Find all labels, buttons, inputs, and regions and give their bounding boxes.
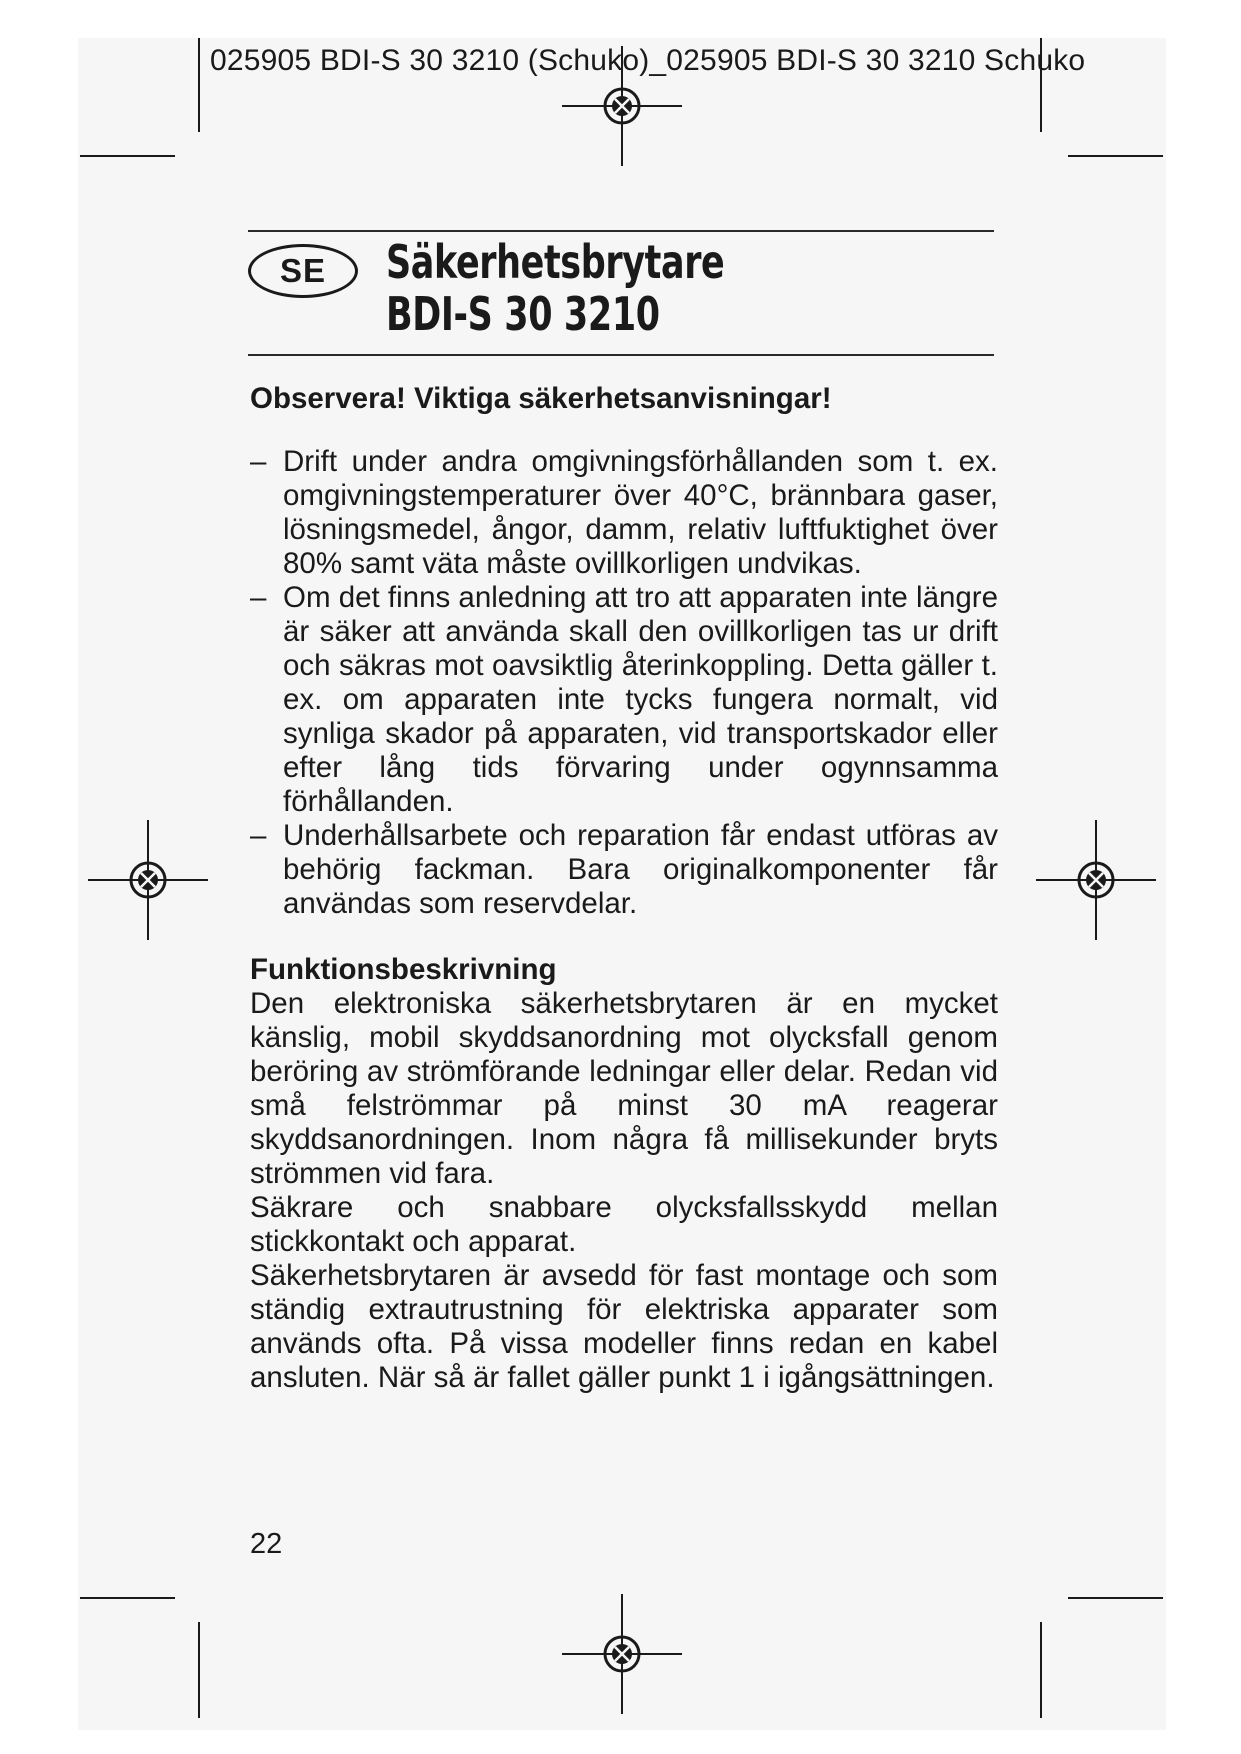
- crop-mark-bottom-right-horizontal: [1068, 1597, 1163, 1599]
- registration-mark-icon: [562, 1594, 682, 1714]
- paragraph: Säkrare och snabbare olycksfallsskydd mellan stickkontakt och apparat.: [250, 1191, 998, 1258]
- list-item: – Underhållsarbete och reparation får endast utföras av behörig fackman. Bara originalkomponenter får användas som reservdelar.: [250, 819, 998, 920]
- crop-mark-bottom-left-vertical: [198, 1622, 200, 1718]
- function-body: [250, 987, 998, 1395]
- function-heading: Funktionsbeskrivning: [250, 953, 557, 986]
- title-rule-bottom: [248, 354, 994, 356]
- paragraph: Den elektroniska säkerhetsbrytaren är en mycket känslig, mobil skyddsanordning mot olycksfall genom beröring av strömförande ledningar eller delar. Redan vid små felströmmar på minst 30 mA reagerar skyddsanordningen. Inom några få millisekunder bryts strömmen vid fara.: [250, 987, 998, 1190]
- title-rule-top: [248, 230, 994, 232]
- language-badge: SE: [248, 244, 358, 298]
- page-title: [386, 236, 724, 340]
- title-model-number: BDI-S 30 3210: [386, 287, 660, 341]
- crop-mark-bottom-left-horizontal: [80, 1597, 175, 1599]
- registration-mark-icon: [562, 46, 682, 166]
- crop-mark-top-right-horizontal: [1068, 155, 1163, 157]
- safety-list: [250, 445, 998, 921]
- safety-heading: Observera! Viktiga säkerhetsanvisningar!: [250, 382, 832, 415]
- list-item: – Om det finns anledning att tro att apparaten inte längre är säker att använda skall den ovillkorligen tas ur drift och säkras mot oavsiktlig återinkoppling. Detta gäller t. ex. om apparaten inte tycks fungera normalt, vid synliga skador på apparaten, vid transportskador eller efter lång tids förvaring under ogynnsamma förhållanden.: [250, 581, 999, 818]
- registration-mark-icon: [1036, 820, 1156, 940]
- list-item: – Drift under andra omgivningsförhållanden som t. ex. omgivningstemperaturer över 40°C, brännbara gaser, lösningsmedel, ångor, damm, relativ luftfuktighet över 80% samt väta måste ovillkorligen undvikas.: [250, 445, 998, 580]
- crop-mark-bottom-right-vertical: [1040, 1622, 1042, 1718]
- paragraph: Säkerhetsbrytaren är avsedd för fast montage och som ständig extrautrustning för elektriska apparater som används ofta. På vissa modeller finns redan en kabel ansluten. När så är fallet gäller punkt 1 i igångsättningen.: [250, 1259, 998, 1394]
- registration-mark-icon: [88, 820, 208, 940]
- crop-mark-top-left-vertical: [198, 38, 200, 132]
- main-content: [250, 382, 998, 1395]
- page-number: 22: [250, 1528, 283, 1560]
- title-product-name: Säkerhetsbrytare: [386, 235, 725, 289]
- print-slug-line: 025905 BDI-S 30 3210 (Schuko)_025905 BDI-S 30 3210 Schuko: [210, 44, 1086, 77]
- crop-mark-top-left-horizontal: [80, 155, 175, 157]
